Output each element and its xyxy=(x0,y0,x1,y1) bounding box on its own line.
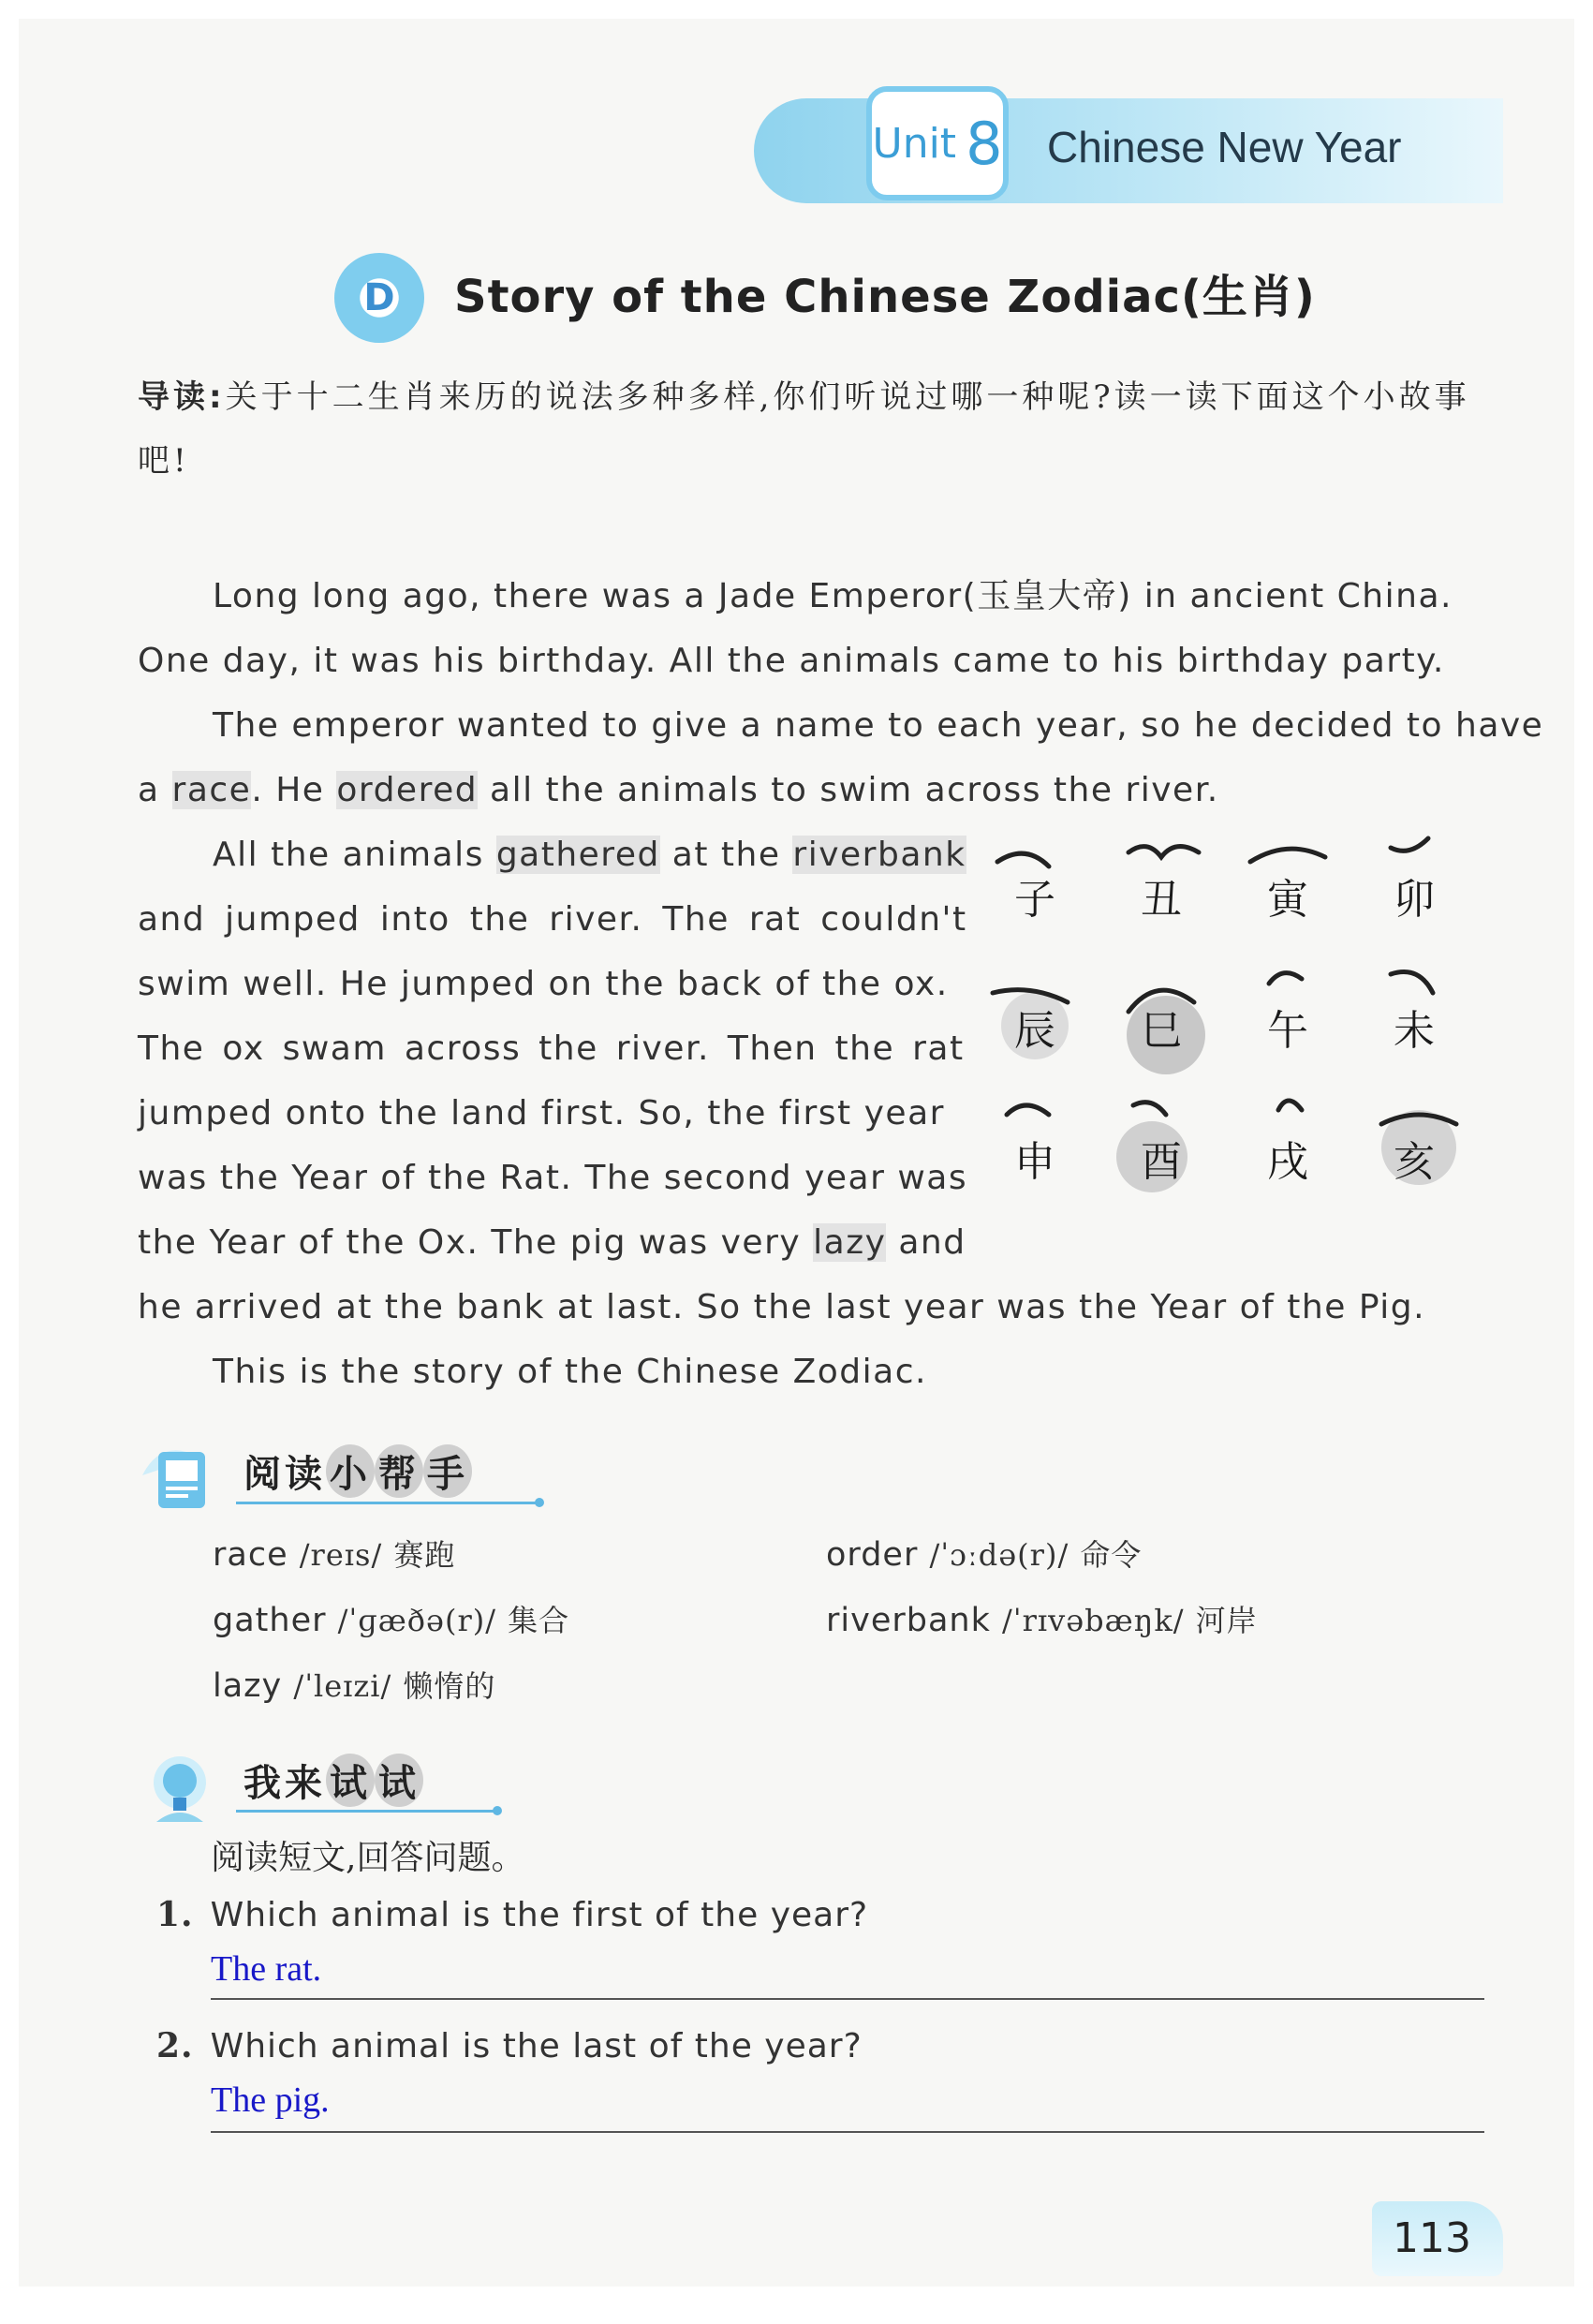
zodiac-char: 午 xyxy=(1267,1007,1308,1055)
vocab-item xyxy=(213,1597,569,1640)
helper-title-d: 手 xyxy=(423,1444,472,1498)
zodiac-char: 酉 xyxy=(1141,1138,1182,1186)
zodiac-char: 辰 xyxy=(1014,1007,1055,1055)
page-number: 113 xyxy=(1393,2214,1471,2262)
zodiac-char: 亥 xyxy=(1394,1138,1435,1186)
vocab-item xyxy=(213,1532,455,1575)
helper-title-c: 帮 xyxy=(375,1444,423,1498)
helper-underline xyxy=(236,1502,540,1504)
flower-d-icon xyxy=(334,253,424,343)
zodiac-illustration xyxy=(969,824,1475,1218)
story-p3-line8: he arrived at the bank at last. So the last year was the Year of the Pig. xyxy=(138,1288,1426,1326)
story-p3-line6: was the Year of the Rat. The second year was xyxy=(138,1159,968,1197)
try-title-a: 我来 xyxy=(243,1762,326,1805)
story-p3-line1 xyxy=(213,822,966,887)
vocab-meaning: 集合 xyxy=(508,1603,570,1638)
text-run: . He xyxy=(251,771,337,809)
guide-body: 关于十二生肖来历的说法多种多样,你们听说过哪一种呢?读一读下面这个小故事吧! xyxy=(138,378,1470,480)
zodiac-char: 子 xyxy=(1014,876,1055,924)
unit-label: Unit xyxy=(872,119,957,168)
story-p2b xyxy=(138,758,1219,822)
guide-label: 导读: xyxy=(138,378,226,416)
story-p3-line4: The ox swam across the river. Then the rat xyxy=(138,1029,965,1068)
vocab-phonetic: /ˈɔːdə(r)/ xyxy=(929,1537,1069,1573)
lightbulb-icon xyxy=(138,1747,222,1831)
title-icon-letter: D xyxy=(363,276,395,319)
zodiac-char: 未 xyxy=(1394,1007,1435,1055)
story-p3-line3: swim well. He jumped on the back of the ox. xyxy=(138,965,949,1003)
story-p3-line7 xyxy=(138,1210,966,1275)
zodiac-char: 卯 xyxy=(1394,876,1435,924)
unit-number: 8 xyxy=(966,109,1003,178)
answer-2[interactable]: The pig. xyxy=(211,2080,330,2120)
unit-badge xyxy=(866,86,1009,200)
vocab-item xyxy=(826,1532,1142,1575)
helper-title xyxy=(243,1444,472,1498)
text-run: at the xyxy=(659,836,793,874)
vocab-word: gather xyxy=(213,1602,327,1639)
question-2 xyxy=(156,2026,863,2065)
try-title xyxy=(243,1754,423,1807)
text-run: a xyxy=(138,771,172,809)
vocab-item xyxy=(213,1663,495,1706)
highlight-gathered: gathered xyxy=(495,836,660,874)
zodiac-grid-image xyxy=(969,824,1475,1218)
question-number: 1. xyxy=(156,1895,194,1934)
story-p3-line5: jumped onto the land first. So, the first year xyxy=(138,1094,945,1132)
vocab-phonetic: /ˈɡæðə(r)/ xyxy=(337,1603,497,1638)
unit-title: Chinese New Year xyxy=(1047,123,1402,171)
try-underline xyxy=(236,1810,498,1813)
story-p1a: Long long ago, there was a Jade Emperor(玉皇大帝) in ancient China. xyxy=(213,577,1453,615)
question-number: 2. xyxy=(156,2026,194,2065)
vocab-meaning: 命令 xyxy=(1080,1537,1143,1573)
story-title: Story of the Chinese Zodiac(生肖) xyxy=(454,271,1316,323)
zodiac-char: 丑 xyxy=(1141,876,1182,924)
vocab-word: race xyxy=(213,1536,288,1574)
vocab-word: order xyxy=(826,1536,919,1574)
instruction-text: 阅读短文,回答问题。 xyxy=(211,1839,525,1877)
story-p1b: One day, it was his birthday. All the animals came to his birthday party. xyxy=(138,642,1445,680)
page xyxy=(19,19,1574,2287)
page-number-badge xyxy=(1372,2201,1503,2276)
zodiac-char: 寅 xyxy=(1267,876,1308,924)
highlight-ordered: ordered xyxy=(336,771,479,809)
highlight-race: race xyxy=(171,771,252,809)
text-run: the Year of the Ox. The pig was very xyxy=(138,1223,814,1262)
vocab-meaning: 赛跑 xyxy=(393,1537,456,1573)
story-p4: This is the story of the Chinese Zodiac. xyxy=(213,1353,927,1391)
try-title-b: 试 xyxy=(326,1754,375,1807)
text-run: all the animals to swim across the river. xyxy=(478,771,1219,809)
vocab-phonetic: /ˈrɪvəbæŋk/ xyxy=(1002,1603,1185,1638)
vocab-word: lazy xyxy=(213,1667,283,1705)
vocab-word: riverbank xyxy=(826,1602,991,1639)
guide-text xyxy=(138,365,1486,493)
answer-line-2 xyxy=(211,2131,1484,2133)
highlight-lazy: lazy xyxy=(813,1223,887,1262)
try-title-c: 试 xyxy=(375,1754,423,1807)
story-p3-line2: and jumped into the river. The rat couldn't xyxy=(138,900,967,939)
book-icon xyxy=(138,1438,222,1522)
zodiac-char: 戌 xyxy=(1267,1138,1308,1186)
zodiac-char: 巳 xyxy=(1141,1007,1182,1055)
story-p2a: The emperor wanted to give a name to each year, so he decided to have xyxy=(213,706,1544,745)
answer-1[interactable]: The rat. xyxy=(211,1949,322,1989)
text-run: and xyxy=(886,1223,966,1262)
vocab-meaning: 河岸 xyxy=(1195,1603,1258,1638)
text-run: All the animals xyxy=(213,836,496,874)
vocab-meaning: 懒惰的 xyxy=(403,1668,496,1704)
question-1 xyxy=(156,1895,868,1934)
vocab-item xyxy=(826,1597,1258,1640)
vocab-phonetic: /ˈleɪzi/ xyxy=(293,1668,392,1704)
answer-line-1 xyxy=(211,1998,1484,2000)
helper-title-b: 小 xyxy=(326,1444,375,1498)
zodiac-char: 申 xyxy=(1014,1138,1055,1186)
question-text: Which animal is the last of the year? xyxy=(210,2027,863,2065)
question-text: Which animal is the first of the year? xyxy=(210,1896,869,1934)
helper-title-a: 阅读 xyxy=(243,1453,326,1496)
highlight-riverbank: riverbank xyxy=(792,836,966,874)
vocab-phonetic: /reɪs/ xyxy=(299,1537,383,1573)
